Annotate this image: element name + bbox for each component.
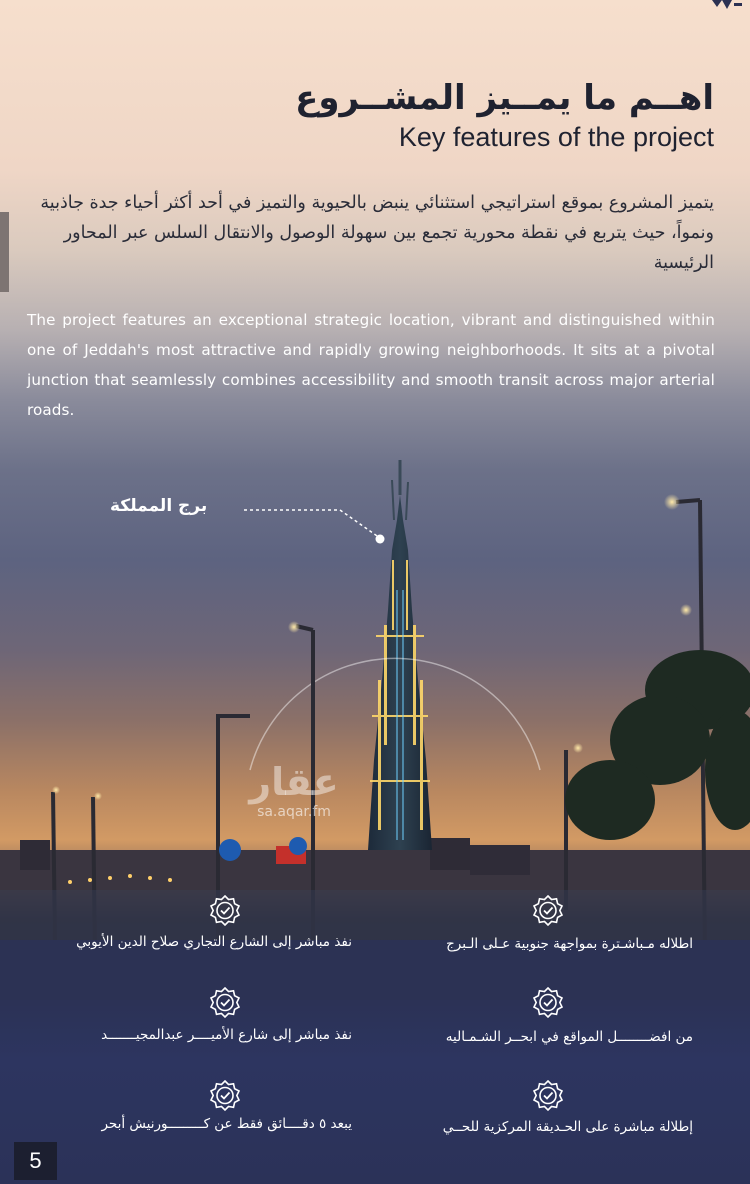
feature-obhur-corniche-distance: يبعد ٥ دقــــائق فقط عن كـــــــــورنيش أبحر [101, 1116, 352, 1132]
badge-check-icon [532, 895, 564, 927]
badge-check-icon [209, 895, 241, 927]
intro-paragraph-arabic: يتميز المشروع بموقع استراتيجي استثنائي ينبض بالحيوية والتميز في أحد أكثر أحياء جدة جاذبية ونمواً، حيث يتربع في نقطة محورية تجمع بين سهولة الوصول والانتقال السلس عبر المحاور الرئيسية [40, 193, 714, 273]
badge-check-icon [532, 1080, 564, 1112]
feature-south-tower-view: اطلاله مـباشـترة بمواجهة جنوبية عـلى الـبرج [446, 936, 693, 952]
intro-paragraph-english: The project features an exceptional strategic location, vibrant and distinguished within one of Jeddah's most attractive and rapidly growing neighborhoods. It sits at a pivotal junction that seamlessly combines accessibility and smooth transit across major arterial roads. [27, 311, 715, 419]
corner-logo-icon [708, 0, 744, 14]
badge-check-icon [532, 987, 564, 1019]
page-title-arabic: اهــم ما يمــيز المشــروع [295, 78, 714, 118]
aqar-watermark [234, 760, 354, 820]
watermark-logo-text: عقار [249, 760, 339, 804]
side-tab-marker [0, 212, 9, 292]
watermark-url: sa.aqar.fm [257, 804, 331, 820]
badge-check-icon [209, 1080, 241, 1112]
city-skyline-photo [0, 440, 750, 1000]
feature-salahuddin-street-access: نفذ مباشر إلى الشارع التجاري صلاح الدين الأيوبي [76, 934, 352, 950]
feature-prince-abdulmajeed-access: نفذ مباشر إلى شارع الأميــــر عبدالمجيـــــــد [101, 1027, 352, 1043]
badge-check-icon [209, 987, 241, 1019]
feature-central-park-view: إطلالة مباشرة على الحـديقة المركزية للحــي [442, 1119, 693, 1135]
page-title-english: Key features of the project [398, 122, 714, 152]
feature-best-north-obhur-location: من افضــــــــل المواقع في ابحــر الشـمـاليه [445, 1029, 693, 1045]
kingdom-tower [368, 460, 432, 850]
tower-callout-label: برج المملكة [110, 496, 208, 516]
page-number-badge: 5 [14, 1142, 57, 1180]
